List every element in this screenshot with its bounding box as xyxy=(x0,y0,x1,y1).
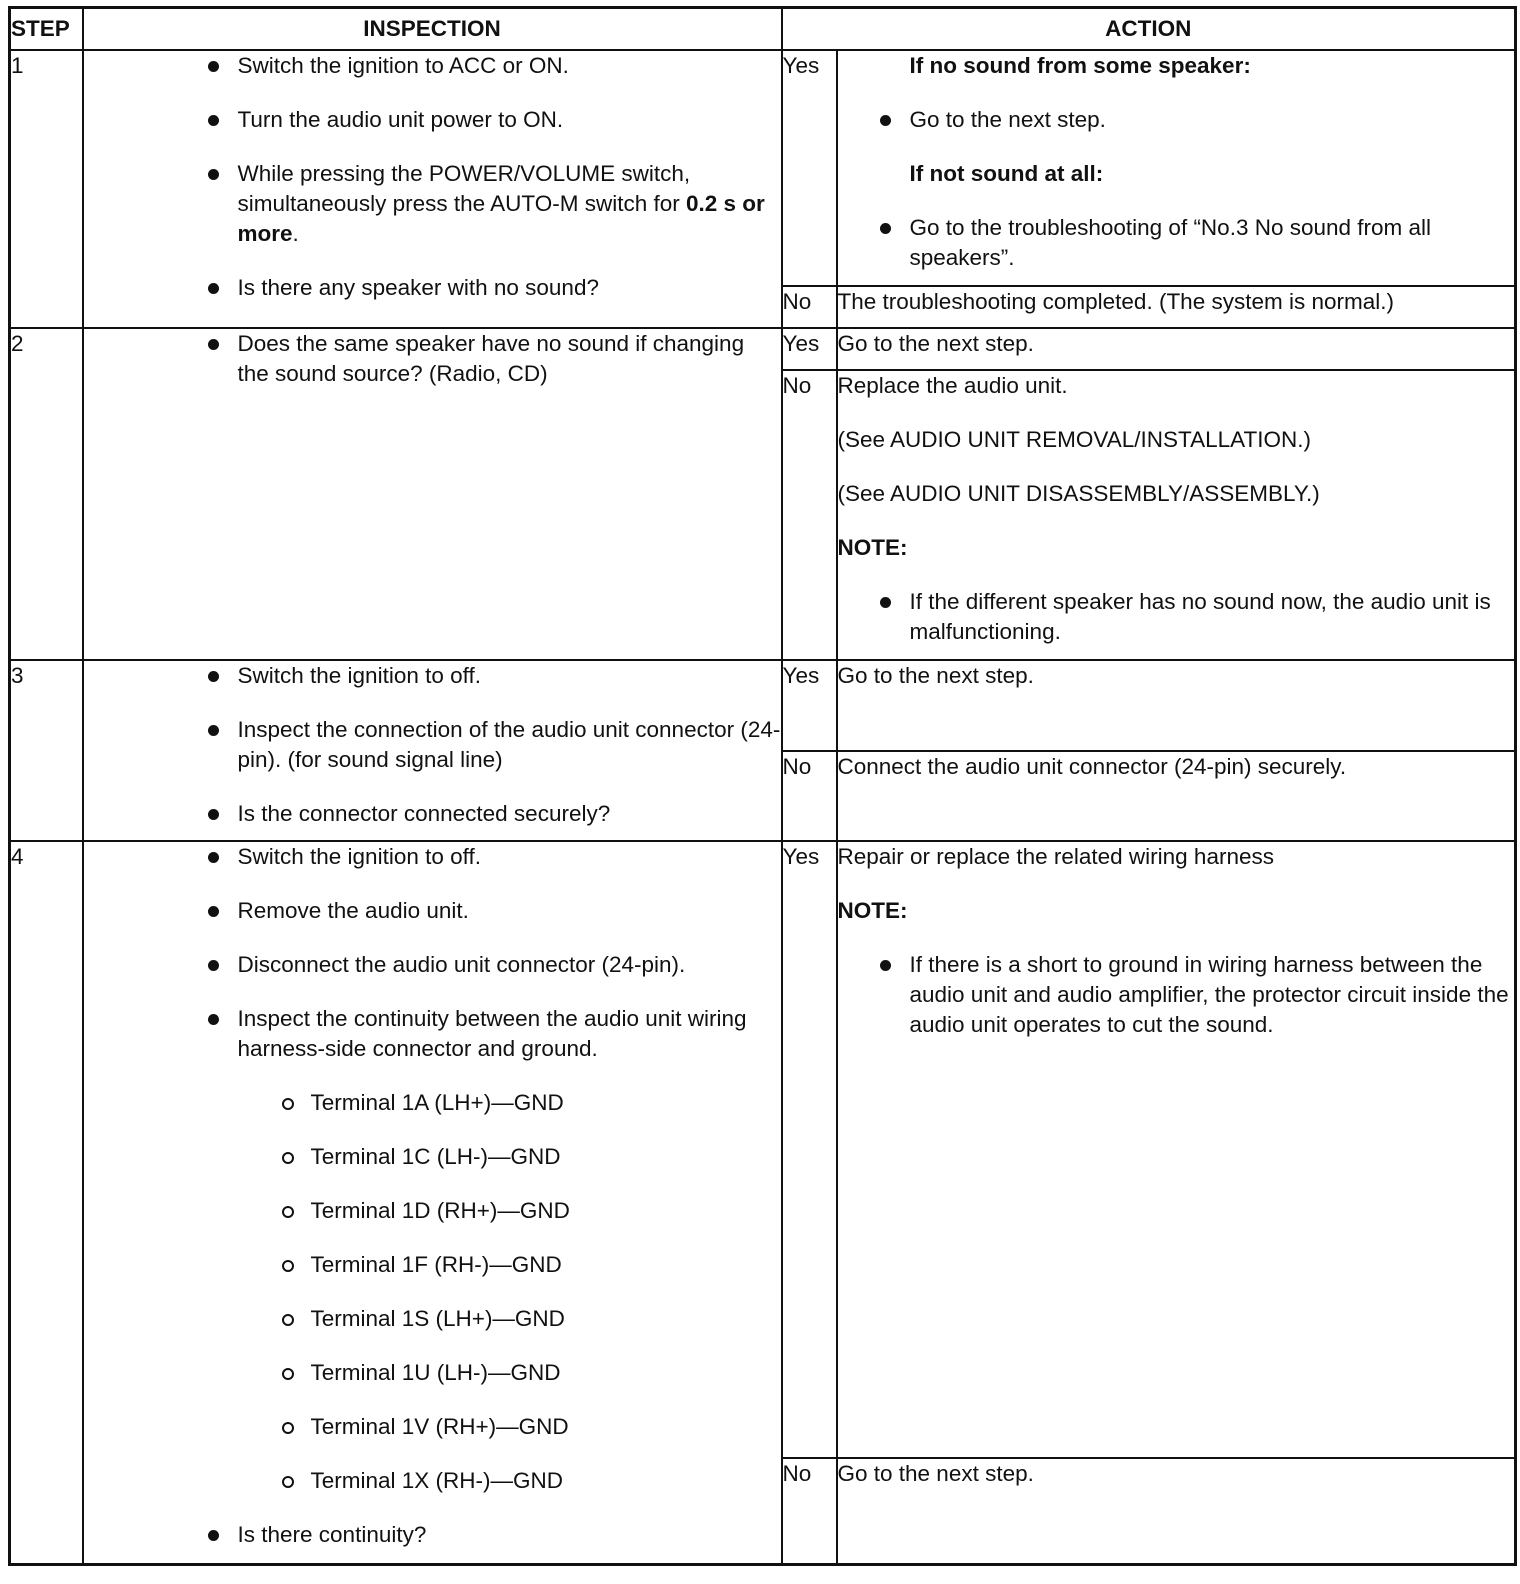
step-number: 3 xyxy=(10,660,83,841)
list-item: Turn the audio unit power to ON. xyxy=(84,105,781,135)
step-number: 1 xyxy=(10,50,83,328)
bullet-icon xyxy=(208,169,219,180)
list-item: Inspect the continuity between the audio unit wiring harness-side connector and ground. xyxy=(84,1004,781,1064)
terminal-item: Terminal 1U (LH-)—GND xyxy=(84,1358,781,1388)
list-item: Is the connector connected securely? xyxy=(84,799,781,829)
no-label: No xyxy=(782,751,837,841)
circle-bullet-icon xyxy=(282,1098,294,1110)
list-item: Is there continuity? xyxy=(84,1520,781,1550)
list-item: If the different speaker has no sound now, the audio unit is malfunctioning. xyxy=(838,587,1515,647)
bullet-icon xyxy=(208,906,219,917)
yes-label: Yes xyxy=(782,50,837,286)
circle-bullet-icon xyxy=(282,1206,294,1218)
note-label: NOTE: xyxy=(837,535,908,560)
header-action: ACTION xyxy=(782,8,1516,51)
terminal-item: Terminal 1S (LH+)—GND xyxy=(84,1304,781,1334)
bullet-icon xyxy=(208,115,219,126)
bullet-icon xyxy=(208,283,219,294)
list-item: Go to the troubleshooting of “No.3 No sound from all speakers”. xyxy=(838,213,1515,273)
step-4-yes-action: Repair or replace the related wiring harness NOTE: If there is a short to ground in wiring harness between the audio unit and audio amplifier, the protector circuit inside the audio unit operates to cut the sound. xyxy=(837,841,1516,1458)
list-item: Switch the ignition to ACC or ON. xyxy=(84,51,781,81)
terminal-item: Terminal 1F (RH-)—GND xyxy=(84,1250,781,1280)
list-item: While pressing the POWER/VOLUME switch, simultaneously press the AUTO-M switch for 0.2 s or more. xyxy=(84,159,781,249)
step-4-no-action: Go to the next step. xyxy=(837,1458,1516,1564)
no-label: No xyxy=(782,370,837,660)
terminal-item: Terminal 1C (LH-)—GND xyxy=(84,1142,781,1172)
circle-bullet-icon xyxy=(282,1260,294,1272)
list-item: Inspect the connection of the audio unit connector (24-pin). (for sound signal line) xyxy=(84,715,781,775)
list-item: If there is a short to ground in wiring harness between the audio unit and audio amplifier, the protector circuit inside the audio unit operates to cut the sound. xyxy=(838,950,1515,1040)
terminal-item: Terminal 1V (RH+)—GND xyxy=(84,1412,781,1442)
step-2-yes-action: Go to the next step. xyxy=(837,328,1516,370)
step-3-yes-action: Go to the next step. xyxy=(837,660,1516,751)
circle-bullet-icon xyxy=(282,1368,294,1380)
bullet-icon xyxy=(208,339,219,350)
circle-bullet-icon xyxy=(282,1314,294,1326)
step-3-inspection xyxy=(83,660,782,841)
step-number: 2 xyxy=(10,328,83,660)
step-1-inspection xyxy=(83,50,782,328)
no-label: No xyxy=(782,286,837,328)
bullet-icon xyxy=(208,809,219,820)
step-3-no-action: Connect the audio unit connector (24-pin) securely. xyxy=(837,751,1516,841)
note-label: NOTE: xyxy=(837,898,908,923)
troubleshooting-table xyxy=(8,6,1517,1566)
step-2-inspection xyxy=(83,328,782,660)
step-2-no-action: Replace the audio unit. (See AUDIO UNIT REMOVAL/INSTALLATION.) (See AUDIO UNIT DISASSEMBLY/ASSEMBLY.) NOTE: If the different speaker has no sound now, the audio unit is malfunctioning. xyxy=(837,370,1516,660)
terminal-item: Terminal 1D (RH+)—GND xyxy=(84,1196,781,1226)
yes-label: Yes xyxy=(782,841,837,1458)
yes-label: Yes xyxy=(782,328,837,370)
step-2-yes-row xyxy=(10,328,1516,370)
bullet-icon xyxy=(208,960,219,971)
bullet-icon xyxy=(208,671,219,682)
list-item: Switch the ignition to off. xyxy=(84,661,781,691)
list-item: Go to the next step. xyxy=(838,105,1515,135)
bullet-icon xyxy=(880,223,891,234)
bullet-icon xyxy=(208,852,219,863)
step-3-yes-row xyxy=(10,660,1516,751)
header-step: STEP xyxy=(10,8,83,51)
step-1-no-action: The troubleshooting completed. (The system is normal.) xyxy=(837,286,1516,328)
yes-label: Yes xyxy=(782,660,837,751)
bullet-icon xyxy=(880,597,891,608)
bullet-icon xyxy=(880,115,891,126)
list-item: Switch the ignition to off. xyxy=(84,842,781,872)
circle-bullet-icon xyxy=(282,1422,294,1434)
step-4-yes-row xyxy=(10,841,1516,1458)
list-item: Does the same speaker have no sound if changing the sound source? (Radio, CD) xyxy=(84,329,781,389)
no-label: No xyxy=(782,1458,837,1564)
terminal-item: Terminal 1A (LH+)—GND xyxy=(84,1088,781,1118)
list-item: Disconnect the audio unit connector (24-pin). xyxy=(84,950,781,980)
circle-bullet-icon xyxy=(282,1152,294,1164)
bullet-icon xyxy=(208,725,219,736)
header-inspection: INSPECTION xyxy=(83,8,782,51)
step-4-inspection xyxy=(83,841,782,1564)
bullet-icon xyxy=(208,1530,219,1541)
bullet-icon xyxy=(208,1014,219,1025)
step-1-yes-row xyxy=(10,50,1516,286)
bullet-icon xyxy=(208,61,219,72)
list-item: Is there any speaker with no sound? xyxy=(84,273,781,303)
bullet-icon xyxy=(880,960,891,971)
step-1-yes-action xyxy=(837,50,1516,286)
circle-bullet-icon xyxy=(282,1476,294,1488)
list-item: Remove the audio unit. xyxy=(84,896,781,926)
condition-heading: If no sound from some speaker: xyxy=(909,53,1251,78)
step-number: 4 xyxy=(10,841,83,1564)
terminal-item: Terminal 1X (RH-)—GND xyxy=(84,1466,781,1496)
condition-heading: If not sound at all: xyxy=(909,161,1104,186)
